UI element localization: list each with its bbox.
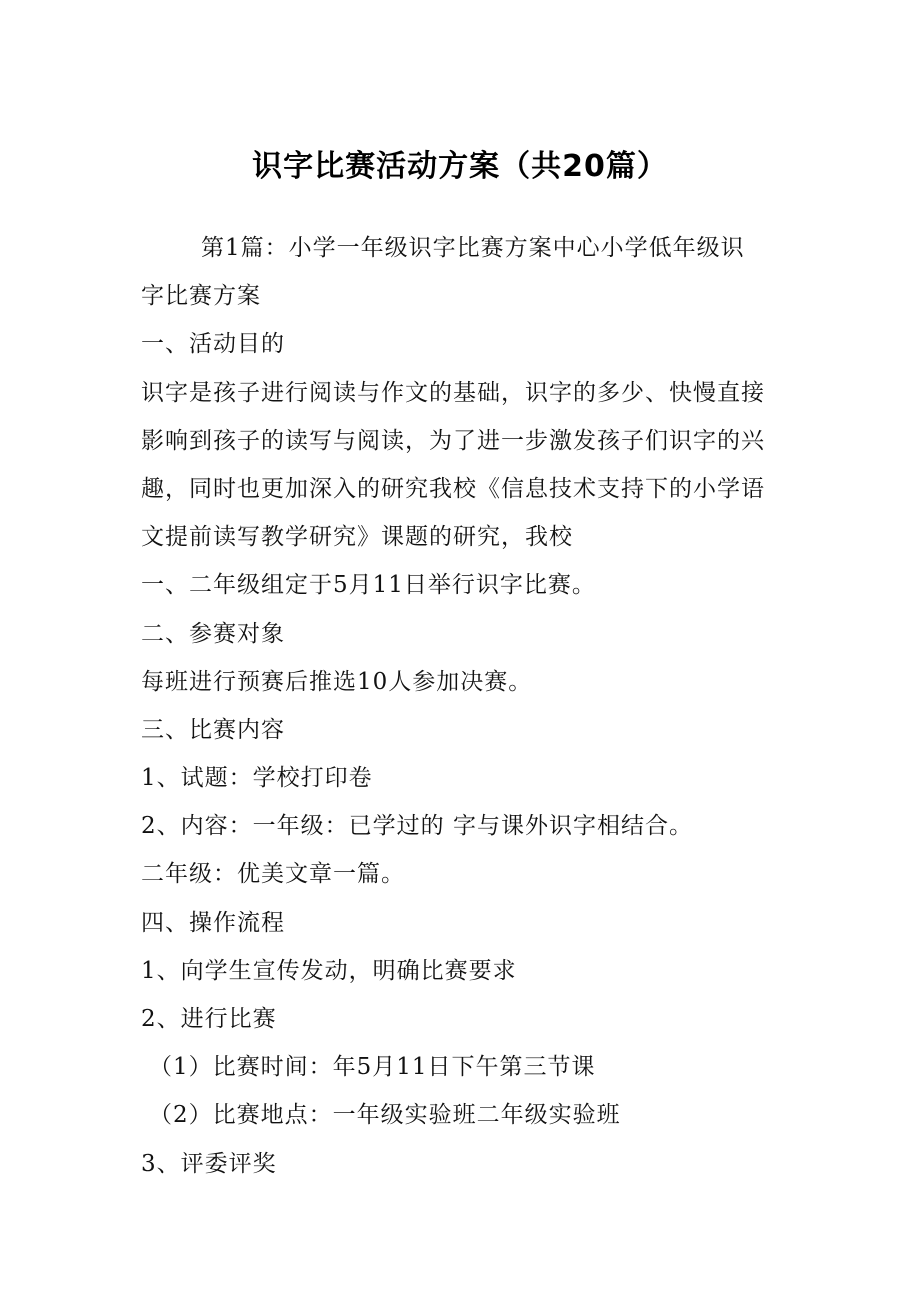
section-heading: 四、操作流程 [141,909,285,936]
document-title: 识字比赛活动方案（共20篇） [252,149,668,184]
paragraph-line: 二年级：优美文章一篇。 [141,861,405,888]
list-item: 1、向学生宣传发动，明确比赛要求 [141,957,517,984]
paragraph-line: 文提前读写教学研究》课题的研究，我校 [141,524,573,551]
document-body [141,224,791,1188]
paragraph-line: 字比赛方案 [141,283,261,310]
section-heading: 三、比赛内容 [141,716,285,743]
paragraph-line: 识字是孩子进行阅读与作文的基础，识字的多少、快慢直接 [141,379,765,406]
section-heading: 一、活动目的 [141,331,285,358]
section-heading: 二、参赛对象 [141,620,285,647]
paragraph-line: 趣，同时也更加深入的研究我校《信息技术支持下的小学语 [141,475,765,502]
list-item: 2、内容：一年级：已学过的 字与课外识字相结合。 [141,813,693,840]
paragraph-line-first-chapter: 第1篇：小学一年级识字比赛方案中心小学低年级识 [201,235,745,261]
paragraph-line: 每班进行预赛后推选10人参加决赛。 [141,668,533,695]
paragraph-line: 一、二年级组定于5月11日举行识字比赛。 [141,572,596,599]
paragraph-line: 影响到孩子的读写与阅读，为了进一步激发孩子们识字的兴 [141,427,765,454]
sub-list-item: （1）比赛时间：年5月11日下午第三节课 [149,1054,596,1081]
sub-list-item: （2）比赛地点：一年级实验班二年级实验班 [149,1102,621,1129]
list-item: 1、试题：学校打印卷 [141,765,373,792]
list-item: 2、进行比赛 [141,1006,277,1032]
list-item: 3、评委评奖 [141,1150,277,1177]
